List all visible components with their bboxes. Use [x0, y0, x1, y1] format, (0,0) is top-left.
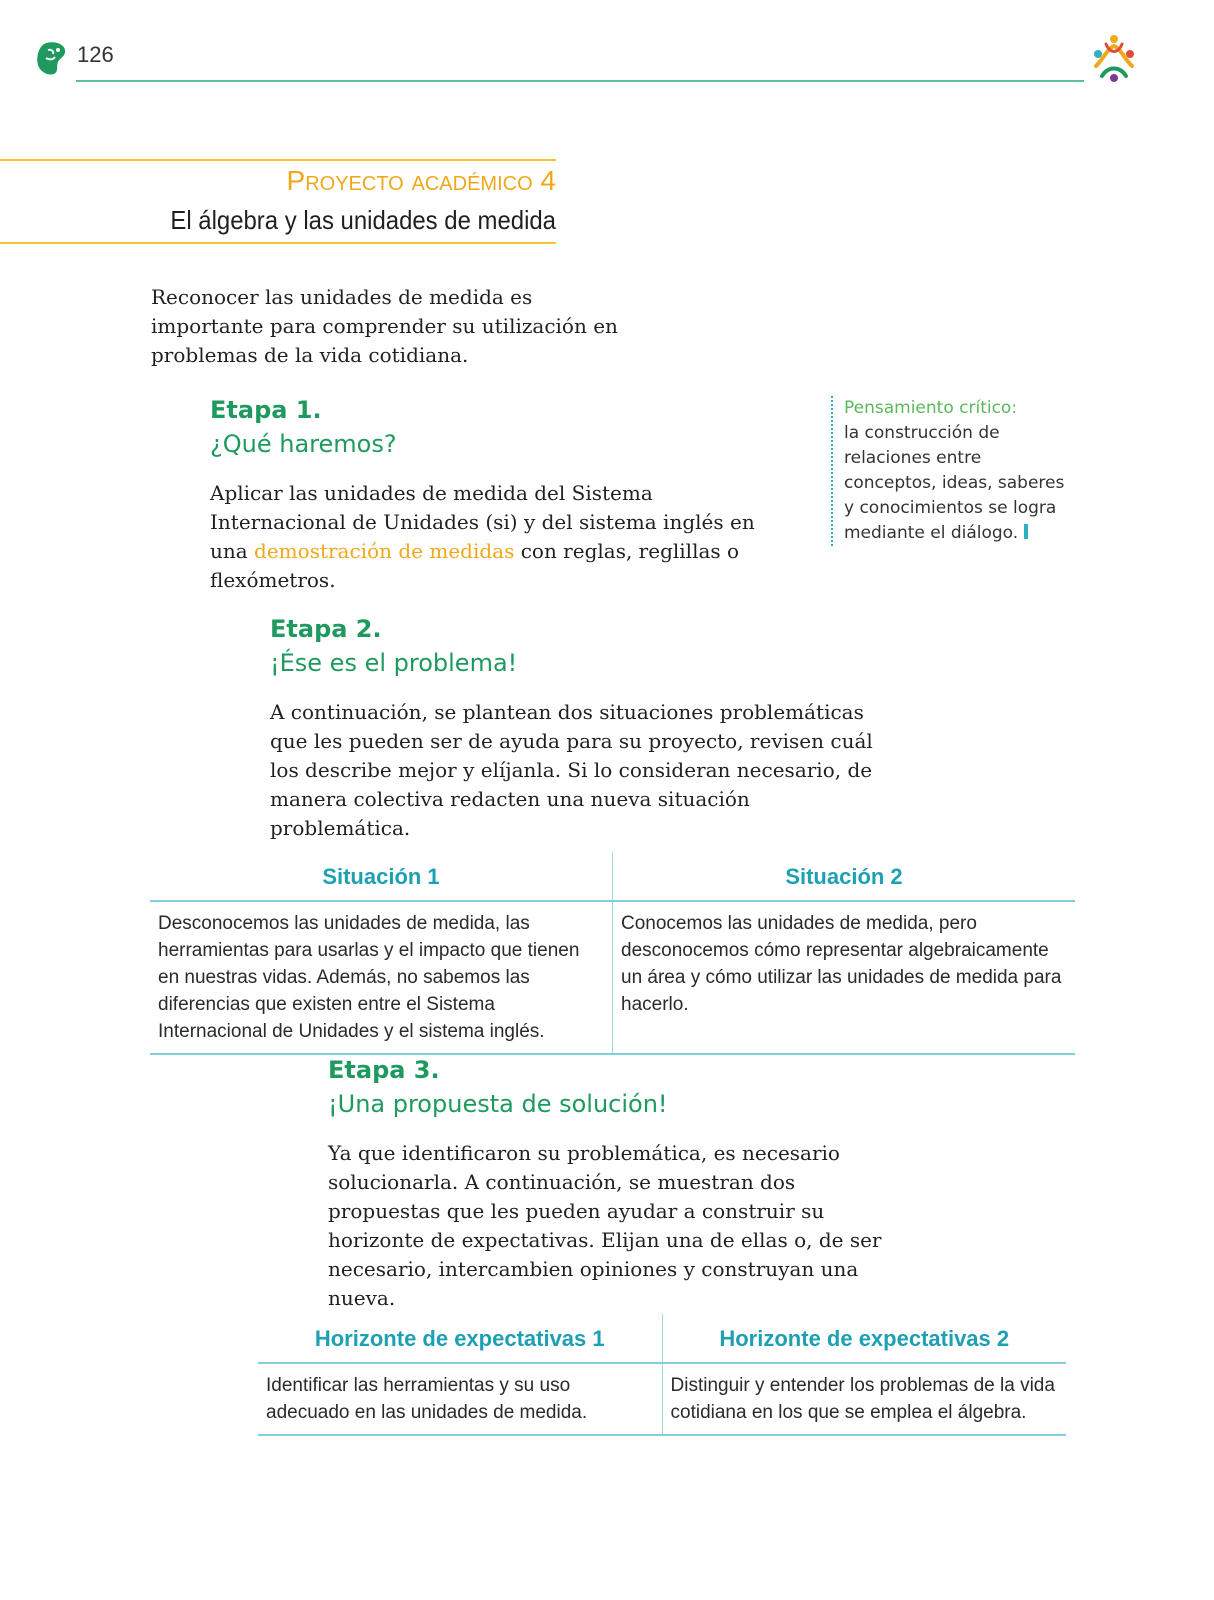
sidebar-heading: Pensamiento crítico:: [844, 398, 1018, 418]
etapa-3-subtitle: ¡Una propuesta de solución!: [328, 1090, 668, 1118]
situaciones-header-row: [150, 852, 1075, 901]
dancing-figures-icon: [1088, 32, 1140, 84]
sidebar-body: la construcción de relaciones entre conceptos, ideas, saberes y conocimientos se logra mediante el diálogo.: [844, 423, 1065, 543]
etapa-3-paragraph: Ya que identificaron su problemática, es necesario solucionarla. A continuación, se muestran dos propuestas que les pueden ayudar a construir su horizonte de expectativas. Elijan una de ellas o, de ser necesario, intercambien opiniones y construyan una nueva.: [328, 1141, 882, 1310]
situaciones-body-row: [150, 901, 1075, 1054]
etapa-1-highlight: demostración de medidas: [254, 539, 515, 563]
project-title: El álgebra y las unidades de medida: [170, 205, 556, 235]
etapa-2-title: Etapa 2.: [270, 615, 382, 643]
etapa-3-title: Etapa 3.: [328, 1056, 440, 1084]
etapa-1-paragraph: [210, 479, 785, 595]
etapa-1-title: Etapa 1.: [210, 396, 322, 424]
horizontes-header-row: [258, 1314, 1066, 1363]
etapa-1-subtitle: ¿Qué haremos?: [210, 430, 397, 458]
project-kicker: Proyecto académico 4: [286, 165, 556, 196]
horizontes-table: [258, 1314, 1066, 1436]
situacion-1-text: Desconocemos las unidades de medida, las herramientas para usarlas y el impacto que tienen en nuestras vidas. Además, no sabemos las diferencias que existen entre el Sistema Internacional de Unidades y el sistema inglés.: [150, 901, 613, 1054]
etapa-1-text-end: con reglas, reglillas o flexómetros.: [210, 539, 740, 592]
title-band-top-rule: [0, 159, 556, 161]
etapa-2-subtitle: ¡Ése es el problema!: [270, 649, 518, 677]
etapa-1-text-start: Aplicar las unidades de medida del Sistema Internacional de Unidades (si) y del sistema inglés en una: [210, 481, 755, 563]
title-band-bottom-rule: [0, 242, 556, 244]
horizontes-body-row: [258, 1363, 1066, 1435]
page-number: 126: [77, 42, 114, 67]
intro-paragraph: Reconocer las unidades de medida es importante para comprender su utilización en problemas de la vida cotidiana.: [151, 285, 618, 367]
situaciones-table: [150, 852, 1075, 1055]
leaf-face-icon: [34, 40, 68, 76]
horizonte-2-text: Distinguir y entender los problemas de la vida cotidiana en los que se emplea el álgebra.: [662, 1363, 1066, 1435]
horizonte-2-header: Horizonte de expectativas 2: [662, 1314, 1066, 1363]
end-mark-icon: [1024, 524, 1028, 539]
situacion-2-text: Conocemos las unidades de medida, pero desconocemos cómo representar algebraicamente un área y cómo utilizar las unidades de medida para hacerlo.: [613, 901, 1076, 1054]
etapa-2-paragraph: A continuación, se plantean dos situaciones problemáticas que les pueden ser de ayuda para su proyecto, revisen cuál los describe mejor y elíjanla. Si lo consideran necesario, de manera colectiva redacten una nueva situación problemática.: [270, 700, 873, 840]
situacion-1-header: Situación 1: [150, 852, 613, 901]
header-rule: [76, 80, 1084, 82]
horizonte-1-header: Horizonte de expectativas 1: [258, 1314, 662, 1363]
critical-thinking-sidebar: [831, 396, 1074, 546]
horizonte-1-text: Identificar las herramientas y su uso adecuado en las unidades de medida.: [258, 1363, 662, 1435]
situacion-2-header: Situación 2: [613, 852, 1076, 901]
sidebar-text: [844, 421, 1074, 546]
